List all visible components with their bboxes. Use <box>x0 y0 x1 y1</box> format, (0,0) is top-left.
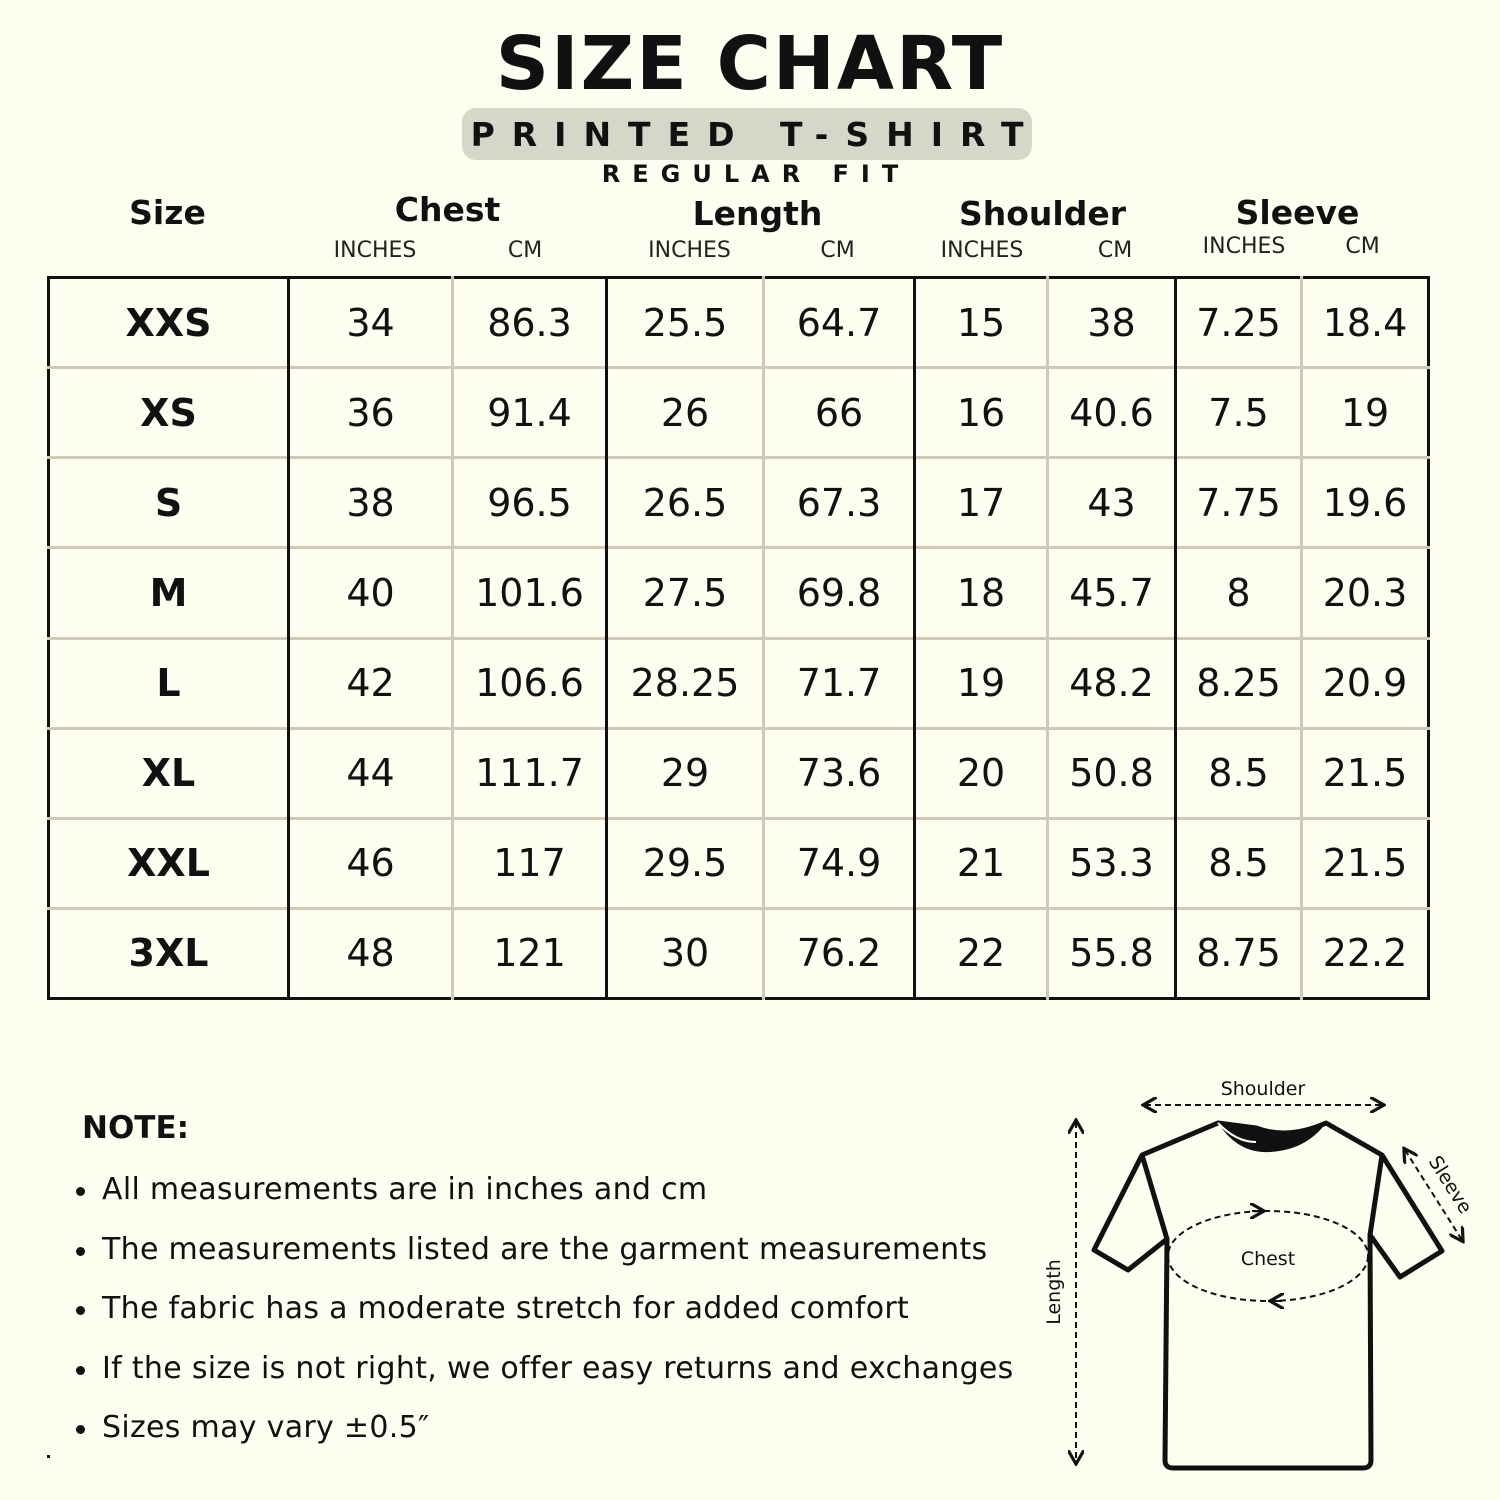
measurement-cell: 40.6 <box>1048 368 1176 458</box>
measurement-cell: 21.5 <box>1302 818 1429 908</box>
sleeve-header: Sleeve <box>1235 193 1360 232</box>
measurement-cell: 86.3 <box>453 278 607 368</box>
measurement-cell: 38 <box>289 458 453 548</box>
note-item: If the size is not right, we offer easy returns and exchanges <box>74 1339 1064 1399</box>
measurement-cell: 91.4 <box>453 368 607 458</box>
measurement-cell: 29.5 <box>607 818 764 908</box>
measurement-cell: 71.7 <box>764 638 915 728</box>
measurement-cell: 76.2 <box>764 908 915 998</box>
table-row <box>49 548 1429 638</box>
measurement-cell: 117 <box>453 818 607 908</box>
measurement-cell: 21 <box>915 818 1048 908</box>
fit-label: REGULAR FIT <box>601 160 911 188</box>
measurement-cell: 53.3 <box>1048 818 1176 908</box>
measurement-cell: 38 <box>1048 278 1176 368</box>
measurement-cell: 48 <box>289 908 453 998</box>
measurement-cell: 8.5 <box>1176 728 1302 818</box>
size-cell: S <box>49 458 289 548</box>
note-item: All measurements are in inches and cm <box>74 1160 1064 1220</box>
measurement-cell: 106.6 <box>453 638 607 728</box>
measurement-cell: 17 <box>915 458 1048 548</box>
note-item: The fabric has a moderate stretch for added comfort <box>74 1279 1064 1339</box>
measurement-cell: 48.2 <box>1048 638 1176 728</box>
measurement-cell: 8 <box>1176 548 1302 638</box>
chest-inches-header: INCHES <box>333 238 417 263</box>
measurement-cell: 25.5 <box>607 278 764 368</box>
note-title: NOTE: <box>82 1110 190 1146</box>
measurement-cell: 7.25 <box>1176 278 1302 368</box>
measurement-cell: 69.8 <box>764 548 915 638</box>
measurement-cell: 121 <box>453 908 607 998</box>
sleeve-cm-header: CM <box>1345 234 1380 259</box>
note-item: The measurements listed are the garment measurements <box>74 1220 1064 1280</box>
measurement-cell: 20.9 <box>1302 638 1429 728</box>
size-cell: XS <box>49 368 289 458</box>
tshirt-measurement-diagram <box>1030 1070 1477 1480</box>
table-row <box>49 818 1429 908</box>
measurement-cell: 8.75 <box>1176 908 1302 998</box>
measurement-cell: 73.6 <box>764 728 915 818</box>
measurement-cell: 30 <box>607 908 764 998</box>
measurement-cell: 45.7 <box>1048 548 1176 638</box>
measurement-cell: 55.8 <box>1048 908 1176 998</box>
measurement-cell: 96.5 <box>453 458 607 548</box>
chest-cm-header: CM <box>507 238 543 263</box>
measurement-cell: 67.3 <box>764 458 915 548</box>
measurement-cell: 46 <box>289 818 453 908</box>
product-subtitle: PRINTED T-SHIRT <box>462 108 1032 160</box>
table-row <box>49 458 1429 548</box>
size-column-header: Size <box>129 193 206 232</box>
measurement-cell: 15 <box>915 278 1048 368</box>
measurement-cell: 7.75 <box>1176 458 1302 548</box>
measurement-cell: 74.9 <box>764 818 915 908</box>
shoulder-cm-header: CM <box>1097 238 1133 263</box>
length-label: Length <box>1043 1259 1065 1325</box>
shoulder-header: Shoulder <box>958 194 1126 233</box>
measurement-cell: 16 <box>915 368 1048 458</box>
measurement-cell: 22 <box>915 908 1048 998</box>
measurement-cell: 40 <box>289 548 453 638</box>
measurement-cell: 20.3 <box>1302 548 1429 638</box>
measurement-cell: 50.8 <box>1048 728 1176 818</box>
measurement-cell: 20 <box>915 728 1048 818</box>
measurement-cell: 42 <box>289 638 453 728</box>
measurement-cell: 27.5 <box>607 548 764 638</box>
measurement-cell: 44 <box>289 728 453 818</box>
measurement-cell: 18.4 <box>1302 278 1429 368</box>
measurement-cell: 19.6 <box>1302 458 1429 548</box>
measurement-cell: 66 <box>764 368 915 458</box>
measurement-cell: 111.7 <box>453 728 607 818</box>
note-item: Sizes may vary ±0.5″ <box>74 1398 1064 1458</box>
chest-header: Chest <box>394 190 501 229</box>
table-row <box>49 278 1429 368</box>
measurement-cell: 21.5 <box>1302 728 1429 818</box>
shoulder-label: Shoulder <box>1220 1078 1306 1100</box>
measurement-cell: 34 <box>289 278 453 368</box>
length-cm-header: CM <box>820 238 855 263</box>
measurement-cell: 7.5 <box>1176 368 1302 458</box>
measurement-cell: 8.5 <box>1176 818 1302 908</box>
size-cell: XXL <box>49 818 289 908</box>
length-inches-header: INCHES <box>648 238 731 263</box>
shoulder-inches-header: INCHES <box>940 238 1024 263</box>
sleeve-inches-header: INCHES <box>1202 234 1286 259</box>
measurement-cell: 26.5 <box>607 458 764 548</box>
chest-label: Chest <box>1240 1248 1296 1270</box>
measurement-cell: 29 <box>607 728 764 818</box>
table-row <box>49 908 1429 998</box>
size-cell: XXS <box>125 300 212 345</box>
measurement-cell: 19 <box>1302 368 1429 458</box>
page-title: SIZE CHART <box>495 21 1005 107</box>
size-table <box>47 276 1430 1000</box>
measurement-cell: 101.6 <box>453 548 607 638</box>
measurement-cell: 18 <box>915 548 1048 638</box>
size-cell: XL <box>49 728 289 818</box>
sleeve-label: Sleeve <box>1423 1151 1477 1218</box>
table-row <box>49 638 1429 728</box>
stray-dot <box>47 1455 50 1458</box>
length-header: Length <box>692 194 823 233</box>
measurement-cell: 26 <box>607 368 764 458</box>
measurement-cell: 28.25 <box>607 638 764 728</box>
measurement-cell: 22.2 <box>1302 908 1429 998</box>
measurement-cell: 8.25 <box>1176 638 1302 728</box>
measurement-cell: 36 <box>289 368 453 458</box>
size-cell: 3XL <box>49 908 289 998</box>
notes-list <box>74 1160 1064 1458</box>
table-row <box>49 728 1429 818</box>
size-cell: L <box>49 638 289 728</box>
table-row <box>49 368 1429 458</box>
measurement-cell: 64.7 <box>764 278 915 368</box>
measurement-cell: 19 <box>915 638 1048 728</box>
size-cell: M <box>49 548 289 638</box>
measurement-cell: 43 <box>1048 458 1176 548</box>
